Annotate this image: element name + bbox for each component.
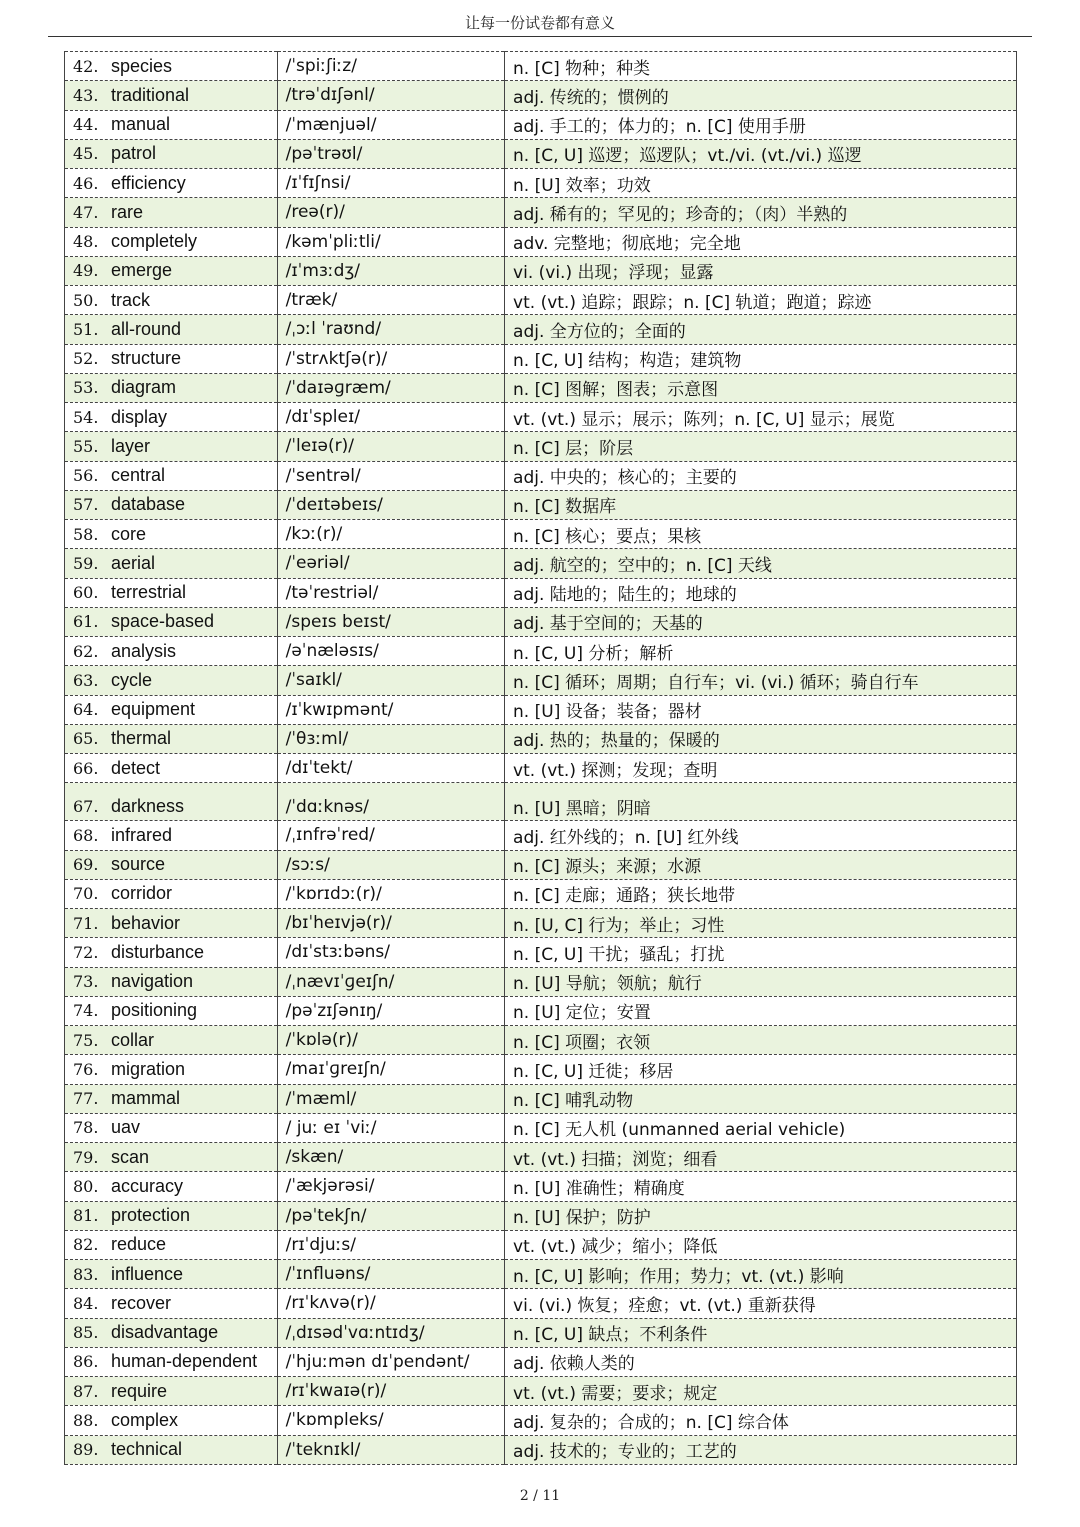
definition-cell: n. [C] 图解；图表；示意图 xyxy=(505,373,1017,402)
definition-cell: n. [U] 黑暗；阴暗 xyxy=(505,783,1017,821)
table-row xyxy=(65,1406,1017,1435)
table-row xyxy=(65,286,1017,315)
entry-word: thermal xyxy=(111,728,172,749)
table-row xyxy=(65,373,1017,402)
entry-word: behavior xyxy=(111,912,181,933)
table-row xyxy=(65,403,1017,432)
table-row xyxy=(65,724,1017,753)
phonetic-cell: /pəˈtekʃn/ xyxy=(277,1201,504,1230)
entry-word: accuracy xyxy=(111,1175,184,1196)
phonetic-cell: /əˈnæləsɪs/ xyxy=(277,637,504,666)
entry-number: 87. xyxy=(73,1381,99,1401)
table-row xyxy=(65,695,1017,724)
table-row xyxy=(65,1377,1017,1406)
table-row xyxy=(65,1172,1017,1201)
table-row xyxy=(65,1143,1017,1172)
word-cell xyxy=(65,1318,278,1347)
word-cell xyxy=(65,461,278,490)
entry-word: central xyxy=(111,465,166,486)
entry-number: 83. xyxy=(73,1264,99,1284)
phonetic-cell: /ˈsentrəl/ xyxy=(277,461,504,490)
word-cell xyxy=(65,256,278,285)
entry-number: 64. xyxy=(73,700,99,720)
entry-number: 60. xyxy=(73,583,99,603)
definition-cell: adj. 基于空间的；天基的 xyxy=(505,607,1017,636)
word-cell xyxy=(65,373,278,402)
entry-word: layer xyxy=(111,435,151,456)
table-row xyxy=(65,1055,1017,1084)
phonetic-cell: /dɪˈspleɪ/ xyxy=(277,403,504,432)
entry-word: complex xyxy=(111,1409,179,1430)
table-row xyxy=(65,227,1017,256)
phonetic-cell: /ˌnævɪˈɡeɪʃn/ xyxy=(277,967,504,996)
table-row xyxy=(65,1289,1017,1318)
table-row xyxy=(65,967,1017,996)
word-cell xyxy=(65,1289,278,1318)
entry-number: 56. xyxy=(73,466,99,486)
phonetic-cell: /ˈdaɪəɡræm/ xyxy=(277,373,504,402)
phonetic-cell: /ˈækjərəsi/ xyxy=(277,1172,504,1201)
entry-number: 88. xyxy=(73,1410,99,1430)
phonetic-cell: /træk/ xyxy=(277,286,504,315)
table-row xyxy=(65,52,1017,81)
table-row xyxy=(65,1260,1017,1289)
entry-number: 72. xyxy=(73,942,99,962)
entry-number: 73. xyxy=(73,972,99,992)
definition-cell: vt. (vt.) 显示；展示；陈列；n. [C, U] 显示；展览 xyxy=(505,403,1017,432)
definition-cell: vt. (vt.) 扫描；浏览；细看 xyxy=(505,1143,1017,1172)
phonetic-cell: /ˈeəriəl/ xyxy=(277,549,504,578)
word-cell xyxy=(65,879,278,908)
phonetic-cell: /ˈteknɪkl/ xyxy=(277,1435,504,1464)
table-row xyxy=(65,549,1017,578)
table-row xyxy=(65,1113,1017,1142)
phonetic-cell: /ɪˈfɪʃnsi/ xyxy=(277,169,504,198)
entry-number: 51. xyxy=(73,319,99,339)
entry-number: 53. xyxy=(73,378,99,398)
entry-word: structure xyxy=(111,348,182,369)
phonetic-cell: /reə(r)/ xyxy=(277,198,504,227)
entry-word: traditional xyxy=(111,84,190,105)
definition-cell: adj. 航空的；空中的；n. [C] 天线 xyxy=(505,549,1017,578)
entry-number: 58. xyxy=(73,524,99,544)
definition-cell: n. [C] 项圈；衣领 xyxy=(505,1026,1017,1055)
table-row xyxy=(65,315,1017,344)
word-cell xyxy=(65,52,278,81)
table-row xyxy=(65,110,1017,139)
entry-word: analysis xyxy=(111,640,177,661)
entry-word: aerial xyxy=(111,552,156,573)
entry-word: migration xyxy=(111,1058,186,1079)
table-row xyxy=(65,1435,1017,1464)
phonetic-cell: /pəˈtrəʊl/ xyxy=(277,139,504,168)
table-row xyxy=(65,1347,1017,1376)
table-row xyxy=(65,1026,1017,1055)
entry-word: species xyxy=(111,55,173,76)
definition-cell: n. [C] 哺乳动物 xyxy=(505,1084,1017,1113)
vocabulary-table-body xyxy=(65,52,1017,1465)
definition-cell: n. [U] 保护；防护 xyxy=(505,1201,1017,1230)
definition-cell: n. [C, U] 干扰；骚乱；打扰 xyxy=(505,938,1017,967)
phonetic-cell: /ˈmænjuəl/ xyxy=(277,110,504,139)
table-row xyxy=(65,938,1017,967)
entry-word: disturbance xyxy=(111,941,205,962)
phonetic-cell: /speɪs beɪst/ xyxy=(277,607,504,636)
table-row xyxy=(65,996,1017,1025)
table-row xyxy=(65,461,1017,490)
word-cell xyxy=(65,607,278,636)
phonetic-cell: /ˈhjuːmən dɪˈpendənt/ xyxy=(277,1347,504,1376)
definition-cell: adj. 技术的；专业的；工艺的 xyxy=(505,1435,1017,1464)
table-row xyxy=(65,1084,1017,1113)
definition-cell: n. [C, U] 巡逻；巡逻队；vt./vi. (vt./vi.) 巡逻 xyxy=(505,139,1017,168)
phonetic-cell: /kɔː(r)/ xyxy=(277,520,504,549)
entry-word: navigation xyxy=(111,971,194,992)
definition-cell: adj. 中央的；核心的；主要的 xyxy=(505,461,1017,490)
definition-cell: adj. 热的；热量的；保暖的 xyxy=(505,724,1017,753)
entry-word: patrol xyxy=(111,143,157,164)
entry-number: 74. xyxy=(73,1001,99,1021)
phonetic-cell: /pəˈzɪʃənɪŋ/ xyxy=(277,996,504,1025)
definition-cell: n. [U] 效率；功效 xyxy=(505,169,1017,198)
phonetic-cell: /skæn/ xyxy=(277,1143,504,1172)
word-cell xyxy=(65,695,278,724)
word-cell xyxy=(65,315,278,344)
phonetic-cell: /ˈkɒmpleks/ xyxy=(277,1406,504,1435)
entry-word: all-round xyxy=(111,318,182,339)
entry-word: darkness xyxy=(111,796,185,817)
word-cell xyxy=(65,227,278,256)
phonetic-cell: /ˈspiːʃiːz/ xyxy=(277,52,504,81)
definition-cell: adj. 依赖人类的 xyxy=(505,1347,1017,1376)
definition-cell: n. [C] 数据库 xyxy=(505,490,1017,519)
vocabulary-table xyxy=(64,51,1017,1465)
entry-number: 42. xyxy=(73,56,99,76)
entry-number: 65. xyxy=(73,729,99,749)
entry-word: rare xyxy=(111,201,144,222)
word-cell xyxy=(65,1406,278,1435)
entry-word: positioning xyxy=(111,1000,198,1021)
entry-word: cycle xyxy=(111,669,153,690)
definition-cell: adj. 传统的；惯例的 xyxy=(505,81,1017,110)
word-cell xyxy=(65,139,278,168)
entry-word: core xyxy=(111,523,147,544)
entry-number: 49. xyxy=(73,261,99,281)
word-cell xyxy=(65,520,278,549)
definition-cell: vt. (vt.) 减少；缩小；降低 xyxy=(505,1230,1017,1259)
entry-number: 57. xyxy=(73,495,99,515)
entry-number: 47. xyxy=(73,202,99,222)
definition-cell: n. [C, U] 缺点；不利条件 xyxy=(505,1318,1017,1347)
entry-number: 55. xyxy=(73,436,99,456)
word-cell xyxy=(65,783,278,821)
word-cell xyxy=(65,490,278,519)
word-cell xyxy=(65,549,278,578)
word-cell xyxy=(65,286,278,315)
header-divider xyxy=(48,36,1032,37)
definition-cell: n. [U] 设备；装备；器材 xyxy=(505,695,1017,724)
word-cell xyxy=(65,909,278,938)
entry-number: 67. xyxy=(73,797,99,817)
entry-word: emerge xyxy=(111,260,173,281)
definition-cell: adj. 全方位的；全面的 xyxy=(505,315,1017,344)
phonetic-cell: /ˈɪnfluəns/ xyxy=(277,1260,504,1289)
phonetic-cell: /ˈdeɪtəbeɪs/ xyxy=(277,490,504,519)
phonetic-cell: /ˈkɒrɪdɔː(r)/ xyxy=(277,879,504,908)
phonetic-cell: /təˈrestriəl/ xyxy=(277,578,504,607)
word-cell xyxy=(65,1201,278,1230)
phonetic-cell: /rɪˈkwaɪə(r)/ xyxy=(277,1377,504,1406)
word-cell xyxy=(65,938,278,967)
table-row xyxy=(65,432,1017,461)
entry-number: 80. xyxy=(73,1176,99,1196)
table-row xyxy=(65,783,1017,821)
word-cell xyxy=(65,1026,278,1055)
word-cell xyxy=(65,821,278,850)
definition-cell: vt. (vt.) 追踪；跟踪；n. [C] 轨道；跑道；踪迹 xyxy=(505,286,1017,315)
word-cell xyxy=(65,81,278,110)
table-row xyxy=(65,850,1017,879)
entry-word: require xyxy=(111,1380,168,1401)
phonetic-cell: /ˈstrʌktʃə(r)/ xyxy=(277,344,504,373)
entry-word: equipment xyxy=(111,699,196,720)
entry-word: diagram xyxy=(111,377,177,398)
definition-cell: n. [U] 导航；领航；航行 xyxy=(505,967,1017,996)
phonetic-cell: /ˈsaɪkl/ xyxy=(277,666,504,695)
table-row xyxy=(65,344,1017,373)
entry-number: 81. xyxy=(73,1206,99,1226)
phonetic-cell: / juː eɪ ˈviː/ xyxy=(277,1113,504,1142)
entry-word: collar xyxy=(111,1029,155,1050)
table-row xyxy=(65,520,1017,549)
entry-number: 75. xyxy=(73,1030,99,1050)
word-cell xyxy=(65,110,278,139)
definition-cell: n. [C] 核心；要点；果核 xyxy=(505,520,1017,549)
entry-word: scan xyxy=(111,1146,150,1167)
definition-cell: n. [C, U] 结构；构造；建筑物 xyxy=(505,344,1017,373)
entry-number: 45. xyxy=(73,144,99,164)
word-cell xyxy=(65,1377,278,1406)
phonetic-cell: /rɪˈdjuːs/ xyxy=(277,1230,504,1259)
table-row xyxy=(65,607,1017,636)
entry-word: mammal xyxy=(111,1088,181,1109)
entry-number: 63. xyxy=(73,670,99,690)
word-cell xyxy=(65,967,278,996)
phonetic-cell: /sɔːs/ xyxy=(277,850,504,879)
entry-word: completely xyxy=(111,231,198,252)
word-cell xyxy=(65,198,278,227)
entry-number: 52. xyxy=(73,349,99,369)
entry-word: uav xyxy=(111,1117,141,1138)
definition-cell: adv. 完整地；彻底地；完全地 xyxy=(505,227,1017,256)
phonetic-cell: /ɪˈmɜːdʒ/ xyxy=(277,256,504,285)
phonetic-cell: /ˈdɑːknəs/ xyxy=(277,783,504,821)
entry-number: 50. xyxy=(73,290,99,310)
table-row xyxy=(65,666,1017,695)
entry-word: efficiency xyxy=(111,172,186,193)
entry-word: display xyxy=(111,406,168,427)
phonetic-cell: /dɪˈtekt/ xyxy=(277,754,504,783)
entry-number: 61. xyxy=(73,612,99,632)
word-cell xyxy=(65,666,278,695)
definition-cell: n. [C, U] 分析；解析 xyxy=(505,637,1017,666)
entry-number: 71. xyxy=(73,913,99,933)
word-cell xyxy=(65,1113,278,1142)
entry-number: 77. xyxy=(73,1089,99,1109)
word-cell xyxy=(65,403,278,432)
entry-number: 46. xyxy=(73,173,99,193)
entry-number: 76. xyxy=(73,1059,99,1079)
phonetic-cell: /bɪˈheɪvjə(r)/ xyxy=(277,909,504,938)
word-cell xyxy=(65,1055,278,1084)
entry-word: detect xyxy=(111,757,161,778)
word-cell xyxy=(65,754,278,783)
entry-number: 59. xyxy=(73,553,99,573)
entry-word: technical xyxy=(111,1439,183,1460)
entry-number: 48. xyxy=(73,232,99,252)
table-row xyxy=(65,637,1017,666)
word-cell xyxy=(65,1347,278,1376)
entry-number: 44. xyxy=(73,115,99,135)
word-cell xyxy=(65,1143,278,1172)
word-cell xyxy=(65,169,278,198)
entry-word: track xyxy=(111,289,151,310)
phonetic-cell: /ˈleɪə(r)/ xyxy=(277,432,504,461)
table-row xyxy=(65,198,1017,227)
entry-word: infrared xyxy=(111,824,173,845)
page-header-title: 让每一份试卷都有意义 xyxy=(464,14,615,32)
phonetic-cell: /ˈmæml/ xyxy=(277,1084,504,1113)
definition-cell: adj. 陆地的；陆生的；地球的 xyxy=(505,578,1017,607)
entry-number: 66. xyxy=(73,758,99,778)
phonetic-cell: /ɪˈkwɪpmənt/ xyxy=(277,695,504,724)
phonetic-cell: /maɪˈɡreɪʃn/ xyxy=(277,1055,504,1084)
entry-number: 78. xyxy=(73,1118,99,1138)
entry-word: reduce xyxy=(111,1234,167,1255)
definition-cell: vt. (vt.) 探测；发现；查明 xyxy=(505,754,1017,783)
word-cell xyxy=(65,724,278,753)
phonetic-cell: /trəˈdɪʃənl/ xyxy=(277,81,504,110)
definition-cell: adj. 手工的；体力的；n. [C] 使用手册 xyxy=(505,110,1017,139)
entry-number: 70. xyxy=(73,884,99,904)
entry-word: corridor xyxy=(111,883,173,904)
phonetic-cell: /kəmˈpliːtli/ xyxy=(277,227,504,256)
definition-cell: adj. 稀有的；罕见的；珍奇的；（肉）半熟的 xyxy=(505,198,1017,227)
definition-cell: n. [C] 源头；来源；水源 xyxy=(505,850,1017,879)
definition-cell: n. [C] 无人机 (unmanned aerial vehicle) xyxy=(505,1113,1017,1142)
table-row xyxy=(65,1201,1017,1230)
table-row xyxy=(65,578,1017,607)
entry-word: disadvantage xyxy=(111,1322,219,1343)
definition-cell: n. [C] 物种；种类 xyxy=(505,52,1017,81)
definition-cell: adj. 红外线的；n. [U] 红外线 xyxy=(505,821,1017,850)
word-cell xyxy=(65,850,278,879)
entry-word: space-based xyxy=(111,611,215,632)
phonetic-cell: /ˈθɜːml/ xyxy=(277,724,504,753)
page-number: 2 / 11 xyxy=(519,1488,561,1504)
word-cell xyxy=(65,432,278,461)
entry-word: human-dependent xyxy=(111,1351,258,1372)
word-cell xyxy=(65,637,278,666)
definition-cell: n. [U] 准确性；精确度 xyxy=(505,1172,1017,1201)
entry-number: 85. xyxy=(73,1323,99,1343)
phonetic-cell: /ˌdɪsədˈvɑːntɪdʒ/ xyxy=(277,1318,504,1347)
table-row xyxy=(65,490,1017,519)
entry-number: 62. xyxy=(73,641,99,661)
table-row xyxy=(65,169,1017,198)
phonetic-cell: /ˌɪnfrəˈred/ xyxy=(277,821,504,850)
table-row xyxy=(65,81,1017,110)
entry-number: 68. xyxy=(73,825,99,845)
entry-number: 79. xyxy=(73,1147,99,1167)
word-cell xyxy=(65,1084,278,1113)
definition-cell: n. [C, U] 影响；作用；势力；vt. (vt.) 影响 xyxy=(505,1260,1017,1289)
entry-number: 89. xyxy=(73,1440,99,1460)
word-cell xyxy=(65,996,278,1025)
entry-word: source xyxy=(111,854,166,875)
entry-word: influence xyxy=(111,1263,184,1284)
word-cell xyxy=(65,1172,278,1201)
entry-word: manual xyxy=(111,114,171,135)
entry-word: database xyxy=(111,494,186,515)
definition-cell: vt. (vt.) 需要；要求；规定 xyxy=(505,1377,1017,1406)
definition-cell: adj. 复杂的；合成的；n. [C] 综合体 xyxy=(505,1406,1017,1435)
definition-cell: n. [U] 定位；安置 xyxy=(505,996,1017,1025)
phonetic-cell: /ˌɔːl ˈraʊnd/ xyxy=(277,315,504,344)
phonetic-cell: /ˈkɒlə(r)/ xyxy=(277,1026,504,1055)
definition-cell: vi. (vi.) 出现；浮现；显露 xyxy=(505,256,1017,285)
table-row xyxy=(65,139,1017,168)
table-row xyxy=(65,821,1017,850)
table-row xyxy=(65,879,1017,908)
entry-number: 69. xyxy=(73,855,99,875)
word-cell xyxy=(65,1260,278,1289)
definition-cell: vi. (vi.) 恢复；痊愈；vt. (vt.) 重新获得 xyxy=(505,1289,1017,1318)
definition-cell: n. [C] 层；阶层 xyxy=(505,432,1017,461)
entry-number: 43. xyxy=(73,85,99,105)
phonetic-cell: /rɪˈkʌvə(r)/ xyxy=(277,1289,504,1318)
entry-number: 54. xyxy=(73,407,99,427)
word-cell xyxy=(65,1435,278,1464)
table-row xyxy=(65,909,1017,938)
definition-cell: n. [U, C] 行为；举止；习性 xyxy=(505,909,1017,938)
word-cell xyxy=(65,578,278,607)
entry-word: terrestrial xyxy=(111,582,187,603)
table-row xyxy=(65,1318,1017,1347)
entry-number: 84. xyxy=(73,1293,99,1313)
entry-number: 86. xyxy=(73,1352,99,1372)
definition-cell: n. [C] 循环；周期；自行车；vi. (vi.) 循环；骑自行车 xyxy=(505,666,1017,695)
word-cell xyxy=(65,1230,278,1259)
entry-word: recover xyxy=(111,1292,172,1313)
table-row xyxy=(65,256,1017,285)
entry-word: protection xyxy=(111,1205,191,1226)
table-row xyxy=(65,754,1017,783)
phonetic-cell: /dɪˈstɜːbəns/ xyxy=(277,938,504,967)
definition-cell: n. [C] 走廊；通路；狭长地带 xyxy=(505,879,1017,908)
table-row xyxy=(65,1230,1017,1259)
definition-cell: n. [C, U] 迁徙；移居 xyxy=(505,1055,1017,1084)
word-cell xyxy=(65,344,278,373)
entry-number: 82. xyxy=(73,1235,99,1255)
